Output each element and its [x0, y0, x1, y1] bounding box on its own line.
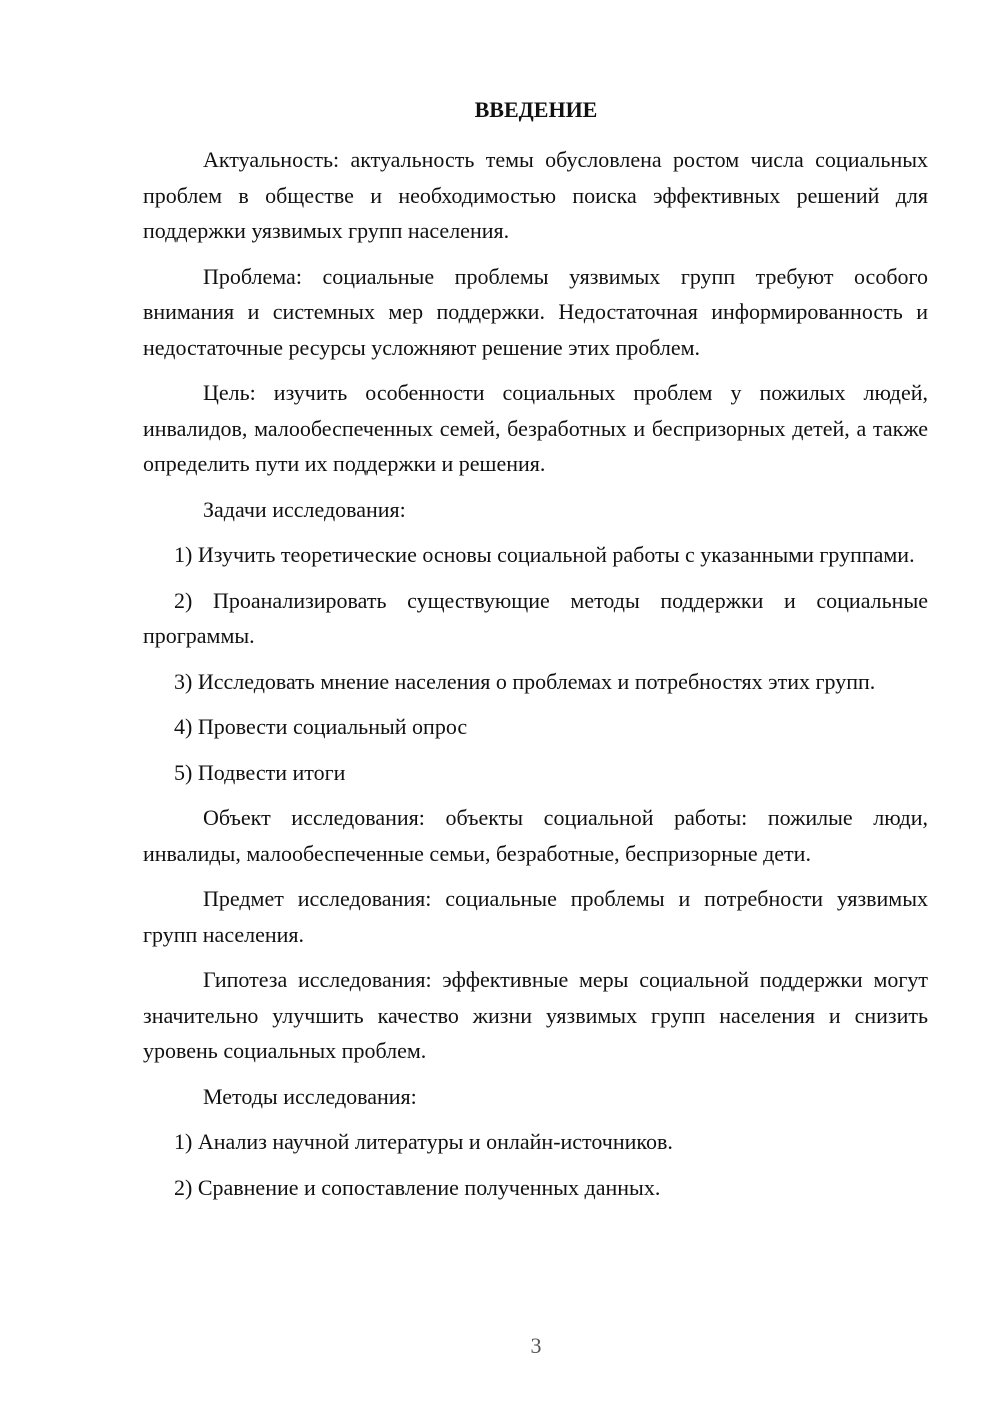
task-item-4: 4) Провести социальный опрос: [174, 714, 468, 739]
paragraph-methods-heading: Методы исследования:: [203, 1083, 417, 1109]
paragraph-hypothesis: Гипотеза исследования: эффективные меры социальной поддержки могут значительно улучшить качество жизни уязвимых групп населения и снизить уровень социальных проблем.: [143, 967, 928, 1063]
task-item-3: 3) Исследовать мнение населения о проблемах и потребностях этих групп.: [174, 668, 876, 694]
paragraph-tasks-heading: Задачи исследования:: [203, 496, 406, 522]
task-item-5: 5) Подвести итоги: [174, 759, 346, 785]
section-title: ВВЕДЕНИЕ: [474, 97, 598, 122]
task-item-1: 1) Изучить теоретические основы социальной работы с указанными группами.: [174, 542, 915, 567]
task-item-2: 2) Проанализировать существующие методы поддержки и социальные программы.: [143, 587, 928, 648]
page-number: 3: [530, 1333, 542, 1358]
paragraph-object: Объект исследования: объекты социальной работы: пожилые люди, инвалиды, малообеспеченные семьи, безработные, беспризорные дети.: [143, 805, 928, 866]
body-text: [143, 142, 928, 1215]
paragraph-goal: Цель: изучить особенности социальных проблем у пожилых людей, инвалидов, малообеспеченных семей, безработных и беспризорных детей, а также определить пути их поддержки и решения.: [143, 380, 928, 476]
paragraph-subject: Предмет исследования: социальные проблемы и потребности уязвимых групп населения.: [143, 886, 928, 947]
paragraph-relevance: Актуальность: актуальность темы обусловлена ростом числа социальных проблем в обществе и необходимостью поиска эффективных решений для поддержки уязвимых групп населения.: [143, 147, 928, 243]
paragraph-problem: Проблема: социальные проблемы уязвимых групп требуют особого внимания и системных мер поддержки. Недостаточная информированность и недостаточные ресурсы усложняют решение этих проблем.: [143, 263, 928, 360]
method-item-2: 2) Сравнение и сопоставление полученных данных.: [174, 1174, 661, 1200]
method-item-1: 1) Анализ научной литературы и онлайн-источников.: [174, 1129, 673, 1154]
